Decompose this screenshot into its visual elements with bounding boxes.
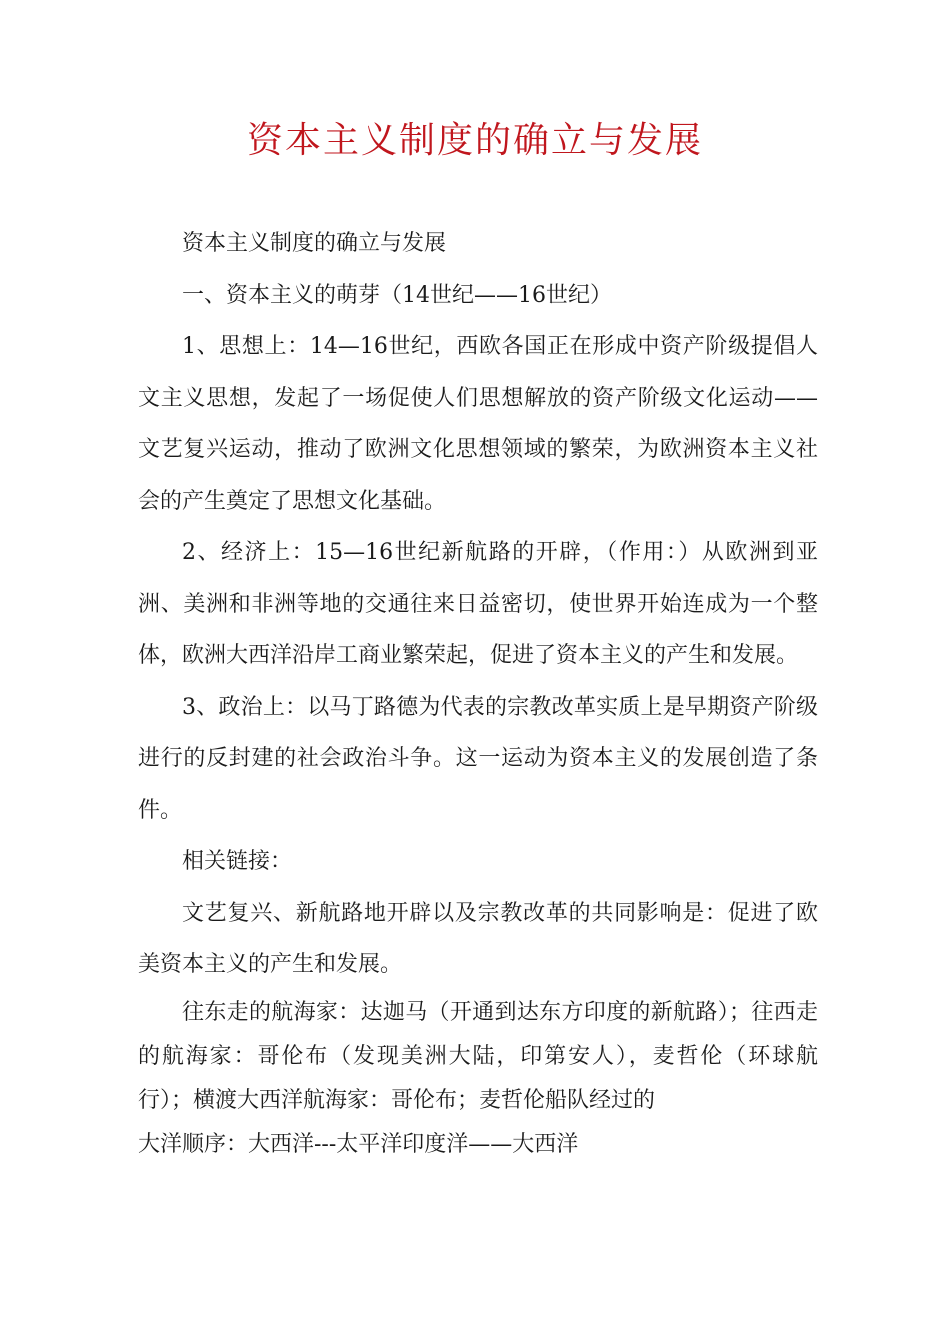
paragraph-related-links: 相关链接： — [182, 849, 293, 874]
document-body — [138, 218, 818, 1167]
paragraph-thought: 1、思想上：14—16世纪，西欧各国正在形成中资产阶级提倡人文主义思想，发起了一场促使人们思想解放的资产阶级文化运动——文艺复兴运动，推动了欧洲文化思想领域的繁荣，为欧洲资本主义社会的产生奠定了思想文化基础。 — [138, 334, 818, 514]
paragraph-navigators: 往东走的航海家：达迦马（开通到达东方印度的新航路）；往西走的航海家：哥伦布（发现美洲大陆，印第安人），麦哲伦（环球航行）；横渡大西洋航海家：哥伦布；麦哲伦船队经过的 — [138, 999, 818, 1113]
paragraph-subtitle: 资本主义制度的确立与发展 — [182, 231, 447, 256]
paragraph-politics: 3、政治上：以马丁路德为代表的宗教改革实质上是早期资产阶级进行的反封建的社会政治斗争。这一运动为资本主义的发展创造了条件。 — [138, 694, 818, 823]
paragraph-common-influence: 文艺复兴、新航路地开辟以及宗教改革的共同影响是：促进了欧美资本主义的产生和发展。 — [138, 900, 818, 977]
paragraph-section-heading: 一、资本主义的萌芽（14世纪——16世纪） — [182, 282, 612, 308]
paragraph-ocean-order: 大洋顺序：大西洋---太平洋印度洋——大西洋 — [138, 1131, 579, 1157]
paragraph-economy: 2、经济上：15—16世纪新航路的开辟，（作用：）从欧洲到亚洲、美洲和非洲等地的交通往来日益密切，使世界开始连成为一个整体，欧洲大西洋沿岸工商业繁荣起，促进了资本主义的产生和发展。 — [138, 540, 818, 668]
document-title: 资本主义制度的确立与发展 — [246, 120, 703, 161]
